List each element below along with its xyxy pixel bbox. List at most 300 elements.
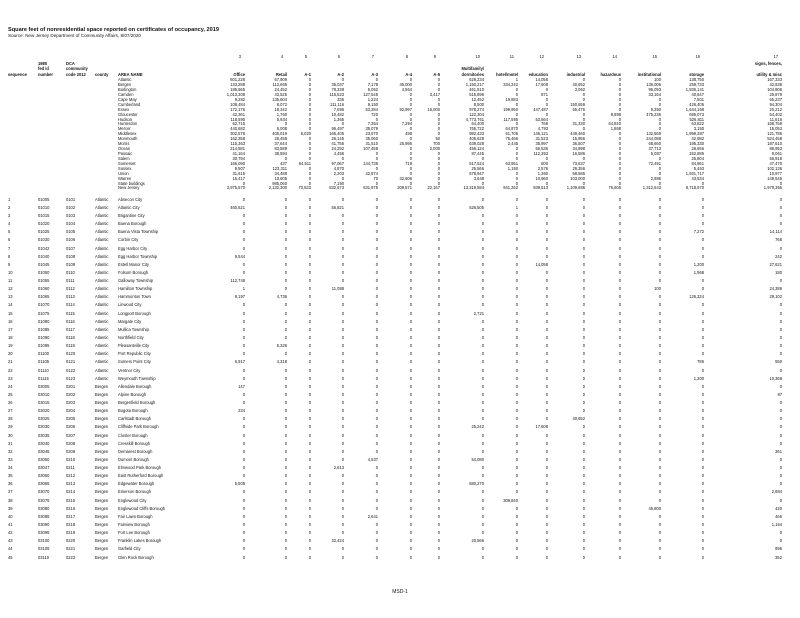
table-row (0, 538, 800, 544)
county-value: 9,350 (650, 106, 661, 112)
county-value: 64,840 (608, 121, 621, 127)
county-value: 167,333 (767, 77, 782, 83)
county-value: 112,665 (272, 82, 287, 88)
value-cell: 0 (658, 424, 661, 430)
dca-code-cell: 0107 (66, 245, 76, 251)
value-cell: 0 (341, 213, 344, 219)
value-cell: 0 (658, 196, 661, 202)
column-number: 5 (304, 54, 307, 59)
county-value: 0 (409, 96, 412, 102)
county-value: 24,452 (274, 87, 287, 93)
value-cell: 0 (658, 245, 661, 251)
column-header: number (38, 72, 54, 77)
column-number-row (0, 54, 800, 60)
value-cell: 0 (437, 367, 440, 373)
sequence-cell: 16 (8, 318, 13, 324)
county-value: 37,644 (274, 141, 287, 147)
value-cell: 0 (481, 546, 484, 552)
source-note: Source: New Jersey Department of Community Affairs, 8/07/2020 (8, 33, 141, 38)
value-cell: 0 (658, 335, 661, 340)
county-value: 0 (437, 116, 440, 122)
value-cell: 0 (701, 245, 704, 251)
area-name-cell: Fort Lee Borough (118, 530, 150, 536)
dca-code-cell: 0204 (66, 408, 76, 414)
sequence-cell: 37 (8, 489, 13, 495)
value-cell: 0 (701, 286, 704, 292)
fed-id-cell: 03085 (38, 513, 50, 519)
fed-id-cell: 01070 (38, 302, 50, 308)
value-cell: 0 (409, 554, 412, 560)
value-cell: 0 (242, 530, 245, 536)
dca-code-cell: 0215 (66, 497, 76, 503)
table-row (0, 514, 800, 520)
county-cell: Atlantic (95, 286, 109, 292)
county-value: 107,458 (363, 146, 378, 152)
value-cell: 0 (308, 245, 311, 251)
fed-id-cell: 01060 (38, 286, 50, 292)
fed-id-cell: 03045 (38, 448, 50, 454)
county-cell: Bergen (95, 432, 109, 438)
value-cell: 0 (308, 286, 311, 292)
county-cell: Atlantic (95, 245, 109, 251)
fed-id-cell: 01075 (38, 310, 50, 316)
county-value: 36,507 (572, 141, 585, 147)
county-value: 639,028 (469, 141, 484, 147)
area-name-cell: Absecon City (118, 196, 143, 202)
county-value: 426,405 (689, 101, 704, 107)
fed-id-cell: 03110 (38, 554, 50, 560)
dca-code-cell: 0203 (66, 400, 76, 406)
county-value: 56,918 (769, 155, 782, 161)
value-cell: 0 (658, 497, 661, 503)
value-cell: 0 (409, 343, 412, 349)
county-value: 152,885 (689, 151, 704, 156)
column-number: 16 (695, 54, 700, 59)
sequence-cell: 44 (8, 546, 13, 552)
value-cell: 0 (375, 310, 378, 316)
county-value: 700 (433, 141, 440, 147)
column-number: 11 (509, 54, 514, 59)
value-cell: 0 (779, 473, 782, 479)
value-cell: 0 (409, 538, 412, 544)
dca-code-cell: 0202 (66, 391, 76, 397)
fed-id-cell: 03100 (38, 538, 50, 544)
value-cell: 0 (242, 351, 245, 357)
value-cell: 0 (409, 318, 412, 324)
county-value: 0 (545, 180, 548, 186)
value-cell: 0 (409, 302, 412, 308)
value-cell: 0 (308, 432, 311, 438)
value-cell: 0 (545, 343, 548, 349)
sequence-cell: 40 (8, 513, 13, 519)
value-cell: 0 (582, 310, 585, 316)
county-cell: Bergen (95, 391, 109, 397)
value-cell: 0 (481, 465, 484, 471)
value-cell: 0 (409, 530, 412, 536)
value-cell: 0 (308, 221, 311, 227)
value-cell: 0 (242, 391, 245, 397)
county-value: 0 (308, 91, 311, 97)
county-value: 0 (409, 77, 412, 83)
value-cell: 0 (375, 351, 378, 357)
value-cell: 0 (375, 400, 378, 406)
county-value: 0 (618, 155, 621, 161)
value-cell: 0 (658, 432, 661, 438)
column-header: A-4 (405, 72, 412, 77)
value-cell: 0 (284, 416, 287, 422)
county-value: 15,956 (572, 136, 585, 142)
county-value: 25,879 (769, 91, 782, 97)
value-cell: 0 (437, 522, 440, 527)
value-cell: 0 (582, 456, 585, 462)
county-value: 95,093 (648, 87, 661, 93)
value-cell: 0 (658, 237, 661, 243)
county-value: 26,145 (331, 136, 344, 142)
table-row (0, 237, 800, 243)
value-cell: 0 (545, 359, 548, 365)
value-cell: 0 (308, 465, 311, 471)
area-name-cell: Hammonton Town (118, 294, 151, 300)
area-name-cell: Corbin City (118, 237, 139, 243)
value-cell: 0 (545, 269, 548, 275)
value-cell: 460,621 (230, 204, 245, 210)
county-cell: Atlantic (95, 196, 109, 202)
value-cell: 0 (515, 286, 518, 292)
county-name: Mercer (118, 126, 131, 132)
county-value: 5,463 (693, 165, 704, 171)
value-cell: 0 (308, 546, 311, 552)
county-value: 20,212 (769, 106, 782, 112)
value-cell: 0 (284, 367, 287, 373)
value-cell: 0 (341, 456, 344, 462)
fed-id-cell: 03030 (38, 424, 50, 430)
value-cell: 0 (341, 221, 344, 227)
value-cell: 0 (545, 286, 548, 292)
value-cell: 0 (481, 326, 484, 332)
value-cell: 0 (437, 432, 440, 438)
county-value: 1,365 (333, 116, 344, 122)
county-value: 0 (515, 151, 518, 156)
county-value: 146,121 (533, 131, 548, 137)
value-cell: 0 (618, 400, 621, 406)
value-cell: 0 (481, 448, 484, 454)
value-cell: 0 (515, 343, 518, 349)
value-cell: 0 (437, 335, 440, 340)
value-cell: 0 (515, 391, 518, 397)
value-cell: 0 (515, 237, 518, 243)
area-name-cell: Linwood City (118, 302, 142, 308)
value-cell: 27,621 (769, 261, 782, 267)
value-cell: 0 (658, 383, 661, 389)
county-value: 475,236 (646, 111, 661, 117)
county-name: Middlesex (118, 131, 137, 137)
county-name: New Jersey (118, 185, 140, 191)
value-cell: 0 (701, 440, 704, 446)
area-name-cell: Mullica Township (118, 326, 149, 332)
county-value: 0 (341, 77, 344, 83)
value-cell: 0 (658, 440, 661, 446)
value-cell: 0 (779, 432, 782, 438)
table-row (0, 489, 800, 495)
value-cell: 0 (618, 489, 621, 495)
value-cell: 0 (409, 424, 412, 430)
value-cell: 0 (618, 383, 621, 389)
header-community: community (66, 66, 88, 71)
county-value: 0 (308, 180, 311, 186)
county-value: 0 (308, 151, 311, 156)
county-value: 73,637 (572, 160, 585, 166)
county-value: 0 (437, 170, 440, 176)
county-cell: Bergen (95, 538, 109, 544)
county-value: 33,164 (648, 91, 661, 97)
value-cell: 0 (409, 522, 412, 527)
value-cell: 0 (618, 310, 621, 316)
value-cell: 0 (779, 335, 782, 340)
value-cell: 0 (437, 408, 440, 414)
value-cell: 0 (618, 497, 621, 503)
county-value: 0 (409, 170, 412, 176)
value-cell: 0 (375, 245, 378, 251)
county-value: 0 (437, 180, 440, 186)
county-value: 0 (515, 155, 518, 161)
value-cell: 0 (375, 473, 378, 479)
value-cell: 0 (582, 367, 585, 373)
county-cell: Atlantic (95, 343, 109, 349)
value-cell: 0 (582, 481, 585, 487)
county-value: 127,548 (363, 91, 378, 97)
table-row (0, 311, 800, 317)
value-cell: 0 (618, 416, 621, 422)
value-cell: 0 (341, 367, 344, 373)
sequence-cell: 27 (8, 408, 13, 414)
county-value: 0 (308, 106, 311, 112)
value-cell: 0 (341, 473, 344, 479)
value-cell: 0 (341, 294, 344, 300)
county-name: Ocean (118, 146, 131, 152)
county-value: 0 (618, 146, 621, 152)
value-cell: 0 (779, 440, 782, 446)
value-cell: 0 (582, 408, 585, 414)
dca-code-cell: 0219 (66, 530, 76, 536)
county-value: 0 (545, 96, 548, 102)
county-value: 75,466 (505, 136, 518, 142)
column-header: Office (233, 72, 245, 77)
county-cell: Bergen (95, 440, 109, 446)
value-cell: 0 (341, 400, 344, 406)
county-cell: Bergen (95, 513, 109, 519)
value-cell: 0 (284, 448, 287, 454)
value-cell: 17,608 (535, 424, 548, 430)
fed-id-cell: 03065 (38, 481, 50, 487)
county-value: 0 (308, 77, 311, 83)
value-cell: 0 (242, 456, 245, 462)
value-cell: 0 (341, 440, 344, 446)
value-cell: 0 (701, 318, 704, 324)
county-value: 9,282 (234, 96, 245, 102)
value-cell: 0 (284, 408, 287, 414)
value-cell: 0 (481, 318, 484, 324)
value-cell: 0 (308, 424, 311, 430)
value-cell: 0 (409, 400, 412, 406)
county-value: 3,648 (473, 175, 484, 181)
value-cell: 0 (515, 318, 518, 324)
county-value: 0 (409, 155, 412, 161)
area-name-cell: Galloway Township (118, 278, 153, 284)
value-cell: 0 (437, 286, 440, 292)
value-cell: 2,613 (333, 465, 344, 471)
county-cell: Bergen (95, 448, 109, 454)
value-cell: 0 (375, 269, 378, 275)
value-cell: 0 (308, 213, 311, 219)
value-cell: 0 (284, 261, 287, 267)
value-cell: 0 (701, 326, 704, 332)
dca-code-cell: 0201 (66, 383, 76, 389)
value-cell: 0 (284, 440, 287, 446)
county-value: 6,020 (300, 131, 311, 137)
value-cell: 0 (545, 408, 548, 414)
value-cell: 0 (618, 221, 621, 227)
value-cell: 0 (658, 538, 661, 544)
value-cell: 361 (775, 448, 782, 454)
value-cell: 0 (701, 546, 704, 552)
value-cell: 0 (409, 213, 412, 219)
value-cell: 0 (701, 367, 704, 373)
value-cell: 0 (658, 448, 661, 454)
column-header: code 2012 (66, 72, 86, 77)
county-value: 0 (308, 101, 311, 107)
county-value: 0 (618, 116, 621, 122)
fed-id-cell: 01050 (38, 269, 50, 275)
value-cell: 0 (437, 465, 440, 471)
county-value: 195,330 (689, 141, 704, 147)
county-value: 7,354 (367, 121, 378, 127)
value-cell: 0 (545, 229, 548, 235)
value-cell: 0 (242, 432, 245, 438)
area-name-cell: Port Republic City (118, 351, 151, 357)
value-cell: 0 (618, 294, 621, 300)
value-cell: 9,197 (234, 294, 245, 300)
value-cell: 0 (341, 302, 344, 308)
value-cell: 0 (582, 497, 585, 503)
value-cell: 0 (308, 294, 311, 300)
value-cell: 0 (658, 351, 661, 357)
county-value: 517,524 (469, 160, 484, 166)
area-name-cell: Edgewater Borough (118, 481, 155, 487)
county-value: 136,006 (646, 82, 661, 88)
table-row (0, 359, 800, 365)
county-value: 10,977 (769, 170, 782, 176)
county-value: 0 (308, 121, 311, 127)
value-cell: 0 (437, 481, 440, 487)
value-cell: 0 (582, 546, 585, 552)
county-cell: Atlantic (95, 204, 109, 210)
fed-id-cell: 01040 (38, 253, 50, 259)
county-value: 19,883 (505, 96, 518, 102)
value-cell: 0 (409, 440, 412, 446)
dca-code-cell: 0110 (66, 269, 75, 275)
value-cell: 0 (515, 229, 518, 235)
dca-code-cell: 0207 (66, 432, 76, 438)
fed-id-cell: 03060 (38, 473, 50, 479)
value-cell: 0 (308, 196, 311, 202)
value-cell: 0 (701, 416, 704, 422)
sequence-cell: 21 (8, 359, 13, 365)
county-value: 0 (658, 165, 661, 171)
sequence-cell: 33 (8, 456, 13, 462)
sequence-cell: 34 (8, 465, 13, 471)
county-value: 31,615 (232, 170, 245, 176)
value-cell: 25,242 (471, 424, 484, 430)
county-value: 50 (435, 136, 440, 142)
value-cell: 0 (515, 465, 518, 471)
fed-id-cell: 01080 (38, 318, 50, 324)
value-cell: 0 (284, 530, 287, 536)
value-cell: 2,641 (367, 513, 378, 519)
county-value: 28,458 (274, 136, 287, 142)
value-cell: 0 (341, 269, 344, 275)
value-cell: 4,537 (367, 456, 378, 462)
area-name-cell: Folsom Borough (118, 269, 149, 275)
county-value: 0 (618, 151, 621, 156)
county-value: 23,570 (365, 131, 378, 137)
sequence-cell: 10 (8, 269, 13, 275)
table-row (0, 384, 800, 390)
value-cell: 0 (284, 245, 287, 251)
county-value: 31,510 (365, 141, 378, 147)
value-cell: 0 (582, 229, 585, 235)
county-value: 5,052 (367, 87, 378, 93)
value-cell: 0 (308, 497, 311, 503)
value-cell: 0 (341, 261, 344, 267)
dca-code-cell: 0221 (66, 546, 76, 552)
county-value: 631,875 (363, 185, 378, 191)
column-header: county (95, 72, 109, 77)
county-value: 138,750 (689, 77, 704, 83)
county-value: 0 (437, 165, 440, 171)
county-value: 0 (409, 116, 412, 122)
table-row (0, 368, 800, 374)
value-cell: 0 (658, 530, 661, 536)
value-cell: 0 (481, 416, 484, 422)
dca-code-cell: 0213 (66, 481, 76, 487)
county-value: 1,109,686 (566, 185, 585, 191)
county-value: 0 (375, 116, 378, 122)
area-name-cell: Allendale Borough (118, 383, 152, 389)
value-cell: 0 (284, 400, 287, 406)
county-value: 0 (618, 136, 621, 142)
table-row (0, 294, 800, 300)
value-cell: 0 (341, 416, 344, 422)
value-cell: 0 (582, 522, 585, 527)
value-cell: 0 (284, 286, 287, 292)
value-cell: 0 (701, 343, 704, 349)
county-value: 0 (515, 121, 518, 127)
value-cell: 0 (375, 326, 378, 332)
county-value: 0 (618, 77, 621, 83)
county-value: 0 (618, 180, 621, 186)
value-cell: 0 (545, 253, 548, 259)
value-cell: 0 (341, 383, 344, 389)
area-name-cell: Buena Borough (118, 221, 147, 227)
value-cell: 0 (481, 522, 484, 527)
value-cell: 0 (284, 505, 287, 511)
county-value: 38,594 (274, 151, 287, 156)
county-value: 3,062 (574, 87, 585, 93)
value-cell: 0 (481, 269, 484, 275)
value-cell: 0 (341, 343, 344, 349)
county-value: 939,513 (533, 185, 548, 191)
county-value: 83,589 (274, 146, 287, 152)
